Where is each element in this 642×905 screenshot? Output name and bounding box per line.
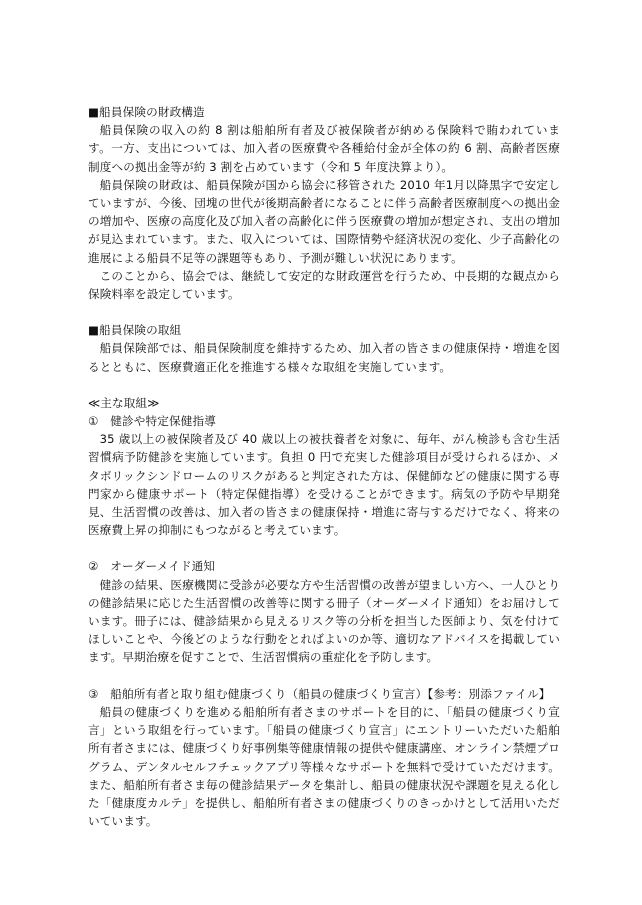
initiatives-paragraph: 船員保険部では、船員保険制度を維持するため、加入者の皆さまの健康保持・増進を図るとともに、医療費適正化を推進する様々な取組を実施しています。 <box>88 341 560 374</box>
main-efforts-heading: ≪主な取組≫ <box>88 395 160 410</box>
section-spacer <box>88 667 560 685</box>
effort-3-title: ③ 船舶所有者と取り組む健康づくり（船員の健康づくり宣言）【参考：別添ファイル】 <box>88 686 551 701</box>
finance-heading: ■船員保険の財政構造 <box>88 105 205 119</box>
effort-1-title: ① 健診や特定保健指導 <box>88 414 216 429</box>
section-spacer <box>88 539 560 557</box>
finance-paragraph-2: 船員保険の財政は、船員保険が国から協会に移管された 2010 年1月以降黒字で安定していますが、今後、団塊の世代が後期高齢者になることに伴う高齢者医療制度への拠出金の増加や、医療の高度化及び加入者の高齢化に伴う医療費の増加が想定され、支出の増加が見込まれています。また、収入については、国際情勢や経済状況の変化、少子高齢化の進展による船員不足等の課題等もあり、予測が難しい状況にあります。 <box>88 177 560 265</box>
finance-paragraph-1: 船員保険の収入の約 8 割は船舶所有者及び被保険者が納める保険料で賄われています。一方、支出については、加入者の医療費や各種給付金が全体の約 6 割、高齢者医療制度への拠出金等が約 3 割を占めています（令和 5 年度決算より）。 <box>88 123 560 174</box>
section-spacer <box>88 303 560 321</box>
effort-2-title: ② オーダーメイド通知 <box>88 559 216 574</box>
document-body <box>88 103 560 830</box>
effort-3-body: 船員の健康づくりを進める船舶所有者さまのサポートを目的に、「船員の健康づくり宣言」という取組を行っています。「船員の健康づくり宣言」にエントリーいただいた船舶所有者さまには、健康づくり好事例集等健康情報の提供や健康講座、オンライン禁煙プログラム、デンタルセルフチェックアプリ等様々なサポートを無料で受けていただけます。また、船舶所有者さま毎の健診結果データを集計し、船員の健康状況や課題を見える化した「健康度カルテ」を提供し、船舶所有者さまの健康づくりのきっかけとして活用いただいています。 <box>88 704 560 829</box>
effort-1-body: 35 歳以上の被保険者及び 40 歳以上の被扶養者を対象に、毎年、がん検診も含む生活習慣病予防健診を実施しています。負担 0 円で充実した健診項目が受けられるほか、メタボリックシンドロームのリスクがあると判定された方は、保健師などの健康に関する専門家から健康サポート（特定保健指導）を受けることができます。病気の予防や早期発見、生活習慣の改善は、加入者の皆さまの健康保持・増進に寄与するだけでなく、将来の医療費上昇の抑制にもつながると考えています。 <box>88 432 560 538</box>
finance-paragraph-3: このことから、協会では、継続して安定的な財政運営を行うため、中長期的な観点から保険料率を設定しています。 <box>88 268 560 302</box>
effort-2-body: 健診の結果、医療機関に受診が必要な方や生活習慣の改善が望ましい方へ、一人ひとりの健診結果に応じた生活習慣の改善等に関する冊子（オーダーメイド通知）をお届けしています。冊子には、健診結果から見えるリスク等の分析を担当した医師より、気を付けてほしいことや、今後どのような行動をとればよいのか等、適切なアドバイスを掲載しています。早期治療を促すことで、生活習慣病の重症化を予防します。 <box>88 577 560 665</box>
section-spacer <box>88 376 560 394</box>
initiatives-heading: ■船員保険の取組 <box>88 323 182 338</box>
